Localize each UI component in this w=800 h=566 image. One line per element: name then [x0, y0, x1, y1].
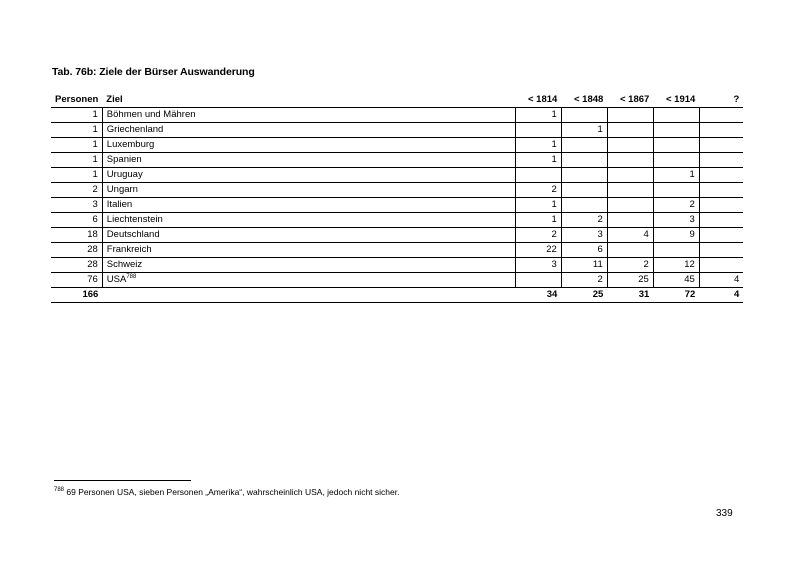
table-row [51, 138, 743, 153]
destination-label: Frankreich [106, 244, 152, 255]
cell-ziel [102, 153, 515, 168]
cell-1914 [653, 243, 699, 258]
cell-1867: 4 [607, 228, 653, 243]
cell-1814 [515, 273, 561, 288]
cell-ziel [102, 138, 515, 153]
table-row [51, 258, 743, 273]
total-unknown: 4 [699, 288, 743, 303]
totals-row [51, 288, 743, 303]
cell-1814: 1 [515, 213, 561, 228]
cell-personen: 2 [51, 183, 102, 198]
col-header-ziel: Ziel [102, 89, 515, 108]
total-1867: 31 [607, 288, 653, 303]
cell-1848 [561, 168, 607, 183]
table-header-row [51, 89, 743, 108]
cell-1867 [607, 108, 653, 123]
cell-unknown [699, 228, 743, 243]
cell-1814: 3 [515, 258, 561, 273]
cell-1867 [607, 213, 653, 228]
col-header-1814: < 1814 [515, 89, 561, 108]
cell-unknown: 4 [699, 273, 743, 288]
total-ziel [102, 288, 515, 303]
destination-label: Griechenland [106, 124, 164, 135]
destination-label: USA [106, 274, 127, 285]
table-row [51, 183, 743, 198]
cell-1814: 1 [515, 108, 561, 123]
cell-1914 [653, 183, 699, 198]
total-1848: 25 [561, 288, 607, 303]
emigration-table [51, 89, 743, 303]
cell-ziel [102, 168, 515, 183]
cell-1867 [607, 138, 653, 153]
total-1914: 72 [653, 288, 699, 303]
cell-ziel [102, 108, 515, 123]
cell-1867: 25 [607, 273, 653, 288]
table-row [51, 198, 743, 213]
cell-1814: 1 [515, 198, 561, 213]
cell-unknown [699, 123, 743, 138]
cell-personen: 28 [51, 243, 102, 258]
cell-1914: 9 [653, 228, 699, 243]
cell-personen: 28 [51, 258, 102, 273]
cell-ziel [102, 198, 515, 213]
cell-ziel [102, 258, 515, 273]
cell-1867 [607, 153, 653, 168]
cell-1848: 2 [561, 213, 607, 228]
cell-1848: 11 [561, 258, 607, 273]
cell-1867 [607, 168, 653, 183]
cell-1914: 2 [653, 198, 699, 213]
cell-1814: 1 [515, 138, 561, 153]
cell-personen: 18 [51, 228, 102, 243]
cell-1814: 1 [515, 153, 561, 168]
cell-ziel [102, 273, 515, 288]
footnote-marker: 788 [54, 487, 65, 494]
cell-1848: 6 [561, 243, 607, 258]
cell-unknown [699, 198, 743, 213]
cell-unknown [699, 213, 743, 228]
total-personen: 166 [51, 288, 102, 303]
table-row [51, 168, 743, 183]
cell-1867: 2 [607, 258, 653, 273]
destination-label: Böhmen und Mähren [106, 109, 196, 120]
table-row [51, 153, 743, 168]
cell-unknown [699, 183, 743, 198]
col-header-unknown: ? [699, 89, 743, 108]
footnote [54, 487, 399, 497]
cell-1914: 45 [653, 273, 699, 288]
cell-1848 [561, 138, 607, 153]
cell-1848: 2 [561, 273, 607, 288]
cell-1848: 3 [561, 228, 607, 243]
destination-label: Luxemburg [106, 139, 155, 150]
cell-1814: 2 [515, 228, 561, 243]
cell-1867 [607, 123, 653, 138]
table-row [51, 108, 743, 123]
cell-ziel [102, 228, 515, 243]
cell-1814: 22 [515, 243, 561, 258]
table-row [51, 243, 743, 258]
cell-1914: 3 [653, 213, 699, 228]
cell-unknown [699, 168, 743, 183]
destination-label: Italien [106, 199, 133, 210]
footnote-text: 69 Personen USA, sieben Personen „Amerika“, wahrscheinlich USA, jedoch nicht sicher. [64, 487, 400, 497]
cell-1914 [653, 153, 699, 168]
col-header-personen: Personen [51, 89, 102, 108]
cell-personen: 6 [51, 213, 102, 228]
col-header-1867: < 1867 [607, 89, 653, 108]
cell-ziel [102, 243, 515, 258]
cell-1814 [515, 123, 561, 138]
cell-ziel [102, 213, 515, 228]
cell-unknown [699, 138, 743, 153]
footnote-reference: 788 [126, 273, 137, 280]
cell-1848 [561, 108, 607, 123]
destination-label: Uruguay [106, 169, 143, 180]
cell-unknown [699, 243, 743, 258]
cell-1914 [653, 108, 699, 123]
destination-label: Schweiz [106, 259, 143, 270]
destination-label: Spanien [106, 154, 142, 165]
cell-unknown [699, 108, 743, 123]
destination-label: Liechtenstein [106, 214, 163, 225]
cell-personen: 1 [51, 168, 102, 183]
cell-1814 [515, 168, 561, 183]
cell-personen: 1 [51, 153, 102, 168]
cell-unknown [699, 153, 743, 168]
col-header-1848: < 1848 [561, 89, 607, 108]
cell-personen: 1 [51, 138, 102, 153]
cell-personen: 76 [51, 273, 102, 288]
table-body [51, 108, 743, 288]
table-row [51, 228, 743, 243]
cell-1848: 1 [561, 123, 607, 138]
cell-unknown [699, 258, 743, 273]
cell-1867 [607, 183, 653, 198]
cell-1867 [607, 198, 653, 213]
cell-1914 [653, 123, 699, 138]
cell-1848 [561, 198, 607, 213]
col-header-1914: < 1914 [653, 89, 699, 108]
cell-1914 [653, 138, 699, 153]
table-row [51, 213, 743, 228]
cell-1848 [561, 183, 607, 198]
cell-1914: 12 [653, 258, 699, 273]
table-row [51, 123, 743, 138]
destination-label: Deutschland [106, 229, 160, 240]
cell-1848 [561, 153, 607, 168]
cell-ziel [102, 123, 515, 138]
cell-personen: 1 [51, 123, 102, 138]
footnote-separator [54, 480, 191, 481]
cell-personen: 3 [51, 198, 102, 213]
table-row [51, 273, 743, 288]
cell-ziel [102, 183, 515, 198]
cell-1914: 1 [653, 168, 699, 183]
destination-label: Ungarn [106, 184, 138, 195]
cell-personen: 1 [51, 108, 102, 123]
total-1814: 34 [515, 288, 561, 303]
cell-1814: 2 [515, 183, 561, 198]
table-title: Tab. 76b: Ziele der Bürser Auswanderung [52, 66, 255, 78]
page-number: 339 [716, 508, 733, 519]
cell-1867 [607, 243, 653, 258]
